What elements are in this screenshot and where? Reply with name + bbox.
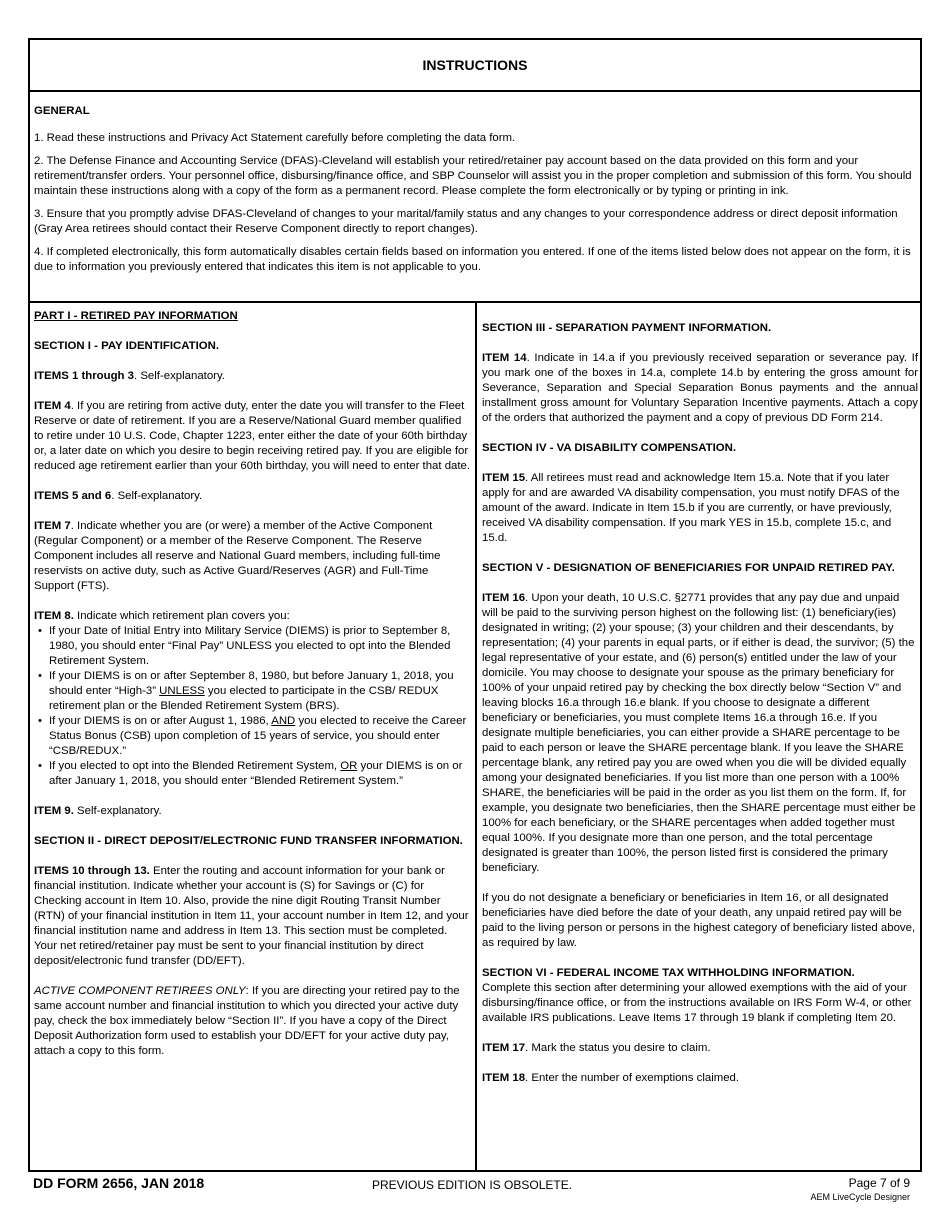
section-4-heading: SECTION IV - VA DISABILITY COMPENSATION. bbox=[482, 442, 736, 454]
instructions-page bbox=[28, 38, 922, 1172]
item-label: ITEM 17 bbox=[482, 1042, 526, 1054]
item-label: ITEM 14 bbox=[482, 352, 527, 364]
page-footer bbox=[0, 1174, 950, 1230]
item-18 bbox=[482, 1071, 918, 1086]
general-paragraph-1: 1. Read these instructions and Privacy Act Statement carefully before completing the data form. bbox=[34, 132, 516, 144]
item-8 bbox=[34, 609, 471, 624]
item-label: ITEM 4 bbox=[34, 400, 71, 412]
active-component-note bbox=[34, 984, 471, 1059]
designer-credit: AEM LiveCycle Designer bbox=[810, 1192, 910, 1202]
item-text: . Upon your death, 10 U.S.C. §2771 provides that any pay due and unpaid will be paid to the surviving person highest on the following list: (1) beneficiary(ies) designated in writing; (2) your spouse; (3) your children and their descendants, by representation; (4) your parents in equal parts, or if either is dead, the survivor; (5) the legal representative of your estate, and (6) person(s) entitled under the law of your domicile. You may choose to designate your spouse as the primary beneficiary for 100% of your unpaid retired pay by checking the box directly below “Section V” and leaving blocks 16.a through 16.e blank. If you choose to designate a different beneficiary or beneficiaries, you must complete Items 16.a through 16.e. If you designate multiple beneficiaries, you can either provide a SHARE percentage to be paid to each person or leave the SHARE percentage blank. If you leave the SHARE percentage blank, any retired pay you are owed when you die will be divided equally among your designated beneficiaries. If you list more than one person with a 100% SHARE, the beneficiaries will be paid in the order as you list them on the form. If, for example, you designate two beneficiaries, then the SHARE percentage must either be 100% for each beneficiary, or the SHARE percentages when added together must equal 100%. If you designate more than one person, and the total percentage designated is greater than 100%, the person listed first is considered the primary beneficiary. bbox=[482, 592, 916, 874]
form-number: DD FORM 2656, JAN 2018 bbox=[33, 1175, 205, 1191]
item-label: ITEMS 10 through 13. bbox=[34, 865, 150, 877]
list-item: • If your Date of Initial Entry into Military Service (DIEMS) is prior to September 8, 1980, you should enter “Final Pay” UNLESS you elected to opt into the Blended Retirement System. bbox=[34, 624, 471, 669]
item-7 bbox=[34, 519, 471, 594]
item-label: ITEMS 1 through 3 bbox=[34, 370, 134, 382]
retirement-plan-list bbox=[34, 624, 471, 789]
left-column bbox=[30, 303, 477, 1170]
page-number: Page 7 of 9 bbox=[848, 1176, 910, 1190]
section-2-heading: SECTION II - DIRECT DEPOSIT/ELECTRONIC FUND TRANSFER INFORMATION. bbox=[34, 835, 463, 847]
item-text: . Mark the status you desire to claim. bbox=[525, 1042, 711, 1054]
item-label: ITEM 15 bbox=[482, 472, 526, 484]
item-text: Indicate which retirement plan covers you: bbox=[73, 610, 290, 622]
item-5-6 bbox=[34, 489, 471, 504]
general-paragraph-4: 4. If completed electronically, this form automatically disables certain fields based on information you entered. If one of the items listed below does not appear on the form, it is due to information you previously entered that indicates this item is not applicable to you. bbox=[34, 246, 911, 273]
obsolete-note: PREVIOUS EDITION IS OBSOLETE. bbox=[372, 1178, 573, 1192]
right-column bbox=[477, 303, 920, 1170]
general-paragraph-2: 2. The Defense Finance and Accounting Service (DFAS)-Cleveland will establish your retired/retainer pay account based on the data provided on this form and your retirement/transfer orders. Your personnel office, disbursing/finance office, and SBP Counselor will assist you in the proper completion and submission of this form. You should maintain these instructions along with a copy of the form as a permanent record. Please complete the form electronically or by typing or printing in ink. bbox=[34, 155, 912, 197]
list-item: • If you elected to opt into the Blended Retirement System, OR your DIEMS is on or after January 1, 2018, you should enter “Blended Retirement System.” bbox=[34, 759, 471, 789]
section-6-text: Complete this section after determining your allowed exemptions with the aid of your disbursing/finance office, or from the instructions available on IRS Form W-4, or other available IRS publications. Leave Items 17 through 19 blank if completing Item 20. bbox=[482, 982, 912, 1024]
section-6-heading: SECTION VI - FEDERAL INCOME TAX WITHHOLDING INFORMATION. bbox=[482, 967, 855, 979]
instruction-columns bbox=[30, 303, 920, 1170]
item-label: ITEM 8. bbox=[34, 610, 74, 622]
item-text: . Self-explanatory. bbox=[111, 490, 203, 502]
section-5-heading: SECTION V - DESIGNATION OF BENEFICIARIES FOR UNPAID RETIRED PAY. bbox=[482, 562, 895, 574]
item-1-3 bbox=[34, 369, 471, 384]
part-title: PART I - RETIRED PAY INFORMATION bbox=[34, 310, 238, 322]
item-text: Enter the routing and account information for your bank or financial institution. Indicate whether your account is (S) for Savings or (C) for Checking account in Item 10. Also, provide the nine digit Routing Transit Number (RTN) of your financial institution in Item 11, your account number in Item 12, and your financial institution name and address in Item 13. This section must be completed. Your net retired/retainer pay must be sent to your financial institution by direct deposit/electronic fund transfer (DD/EFT). bbox=[34, 865, 469, 967]
item-text: : If you are directing your retired pay to the same account number and financial institution to which you directed your active duty pay, check the box immediately below “Section II”. If you have a copy of the Direct Deposit Authorization form used to establish your DD/EFT for your active duty pay, attach a copy to this form. bbox=[34, 985, 460, 1057]
item-14 bbox=[482, 351, 918, 426]
section-3-heading: SECTION III - SEPARATION PAYMENT INFORMATION. bbox=[482, 322, 772, 334]
list-item: • If your DIEMS is on or after August 1, 1986, AND you elected to receive the Career Status Bonus (CSB) upon completion of 15 years of service, you should enter “CSB/REDUX.” bbox=[34, 714, 471, 759]
item-16 bbox=[482, 591, 918, 876]
page-title: INSTRUCTIONS bbox=[30, 40, 920, 92]
item-text: . Indicate in 14.a if you previously received separation or severance pay. If you mark one of the boxes in 14.a, complete 14.b by entering the gross amount for Severance, Separation and Special Separation Bonus payments and the annual installment gross amount for Voluntary Separation Incentive payments. Attach a copy of the orders that authorized the payment and a copy of previous DD Form 214. bbox=[482, 352, 919, 424]
item-label: ITEM 18 bbox=[482, 1072, 526, 1084]
item-text: . If you are retiring from active duty, enter the date you will transfer to the Fleet Reserve or date of retirement. If you are a Reserve/National Guard member qualified to retire under 10 U.S. Code, Chapter 1223, enter either the date of your 60th birthday or, a later date on which you desire to begin receiving retired pay. If you are eligible for reduced age retirement earlier than your 60th birthday, you will need to enter that date. bbox=[34, 400, 471, 472]
section-1-heading: SECTION I - PAY IDENTIFICATION. bbox=[34, 340, 220, 352]
item-16-continued: If you do not designate a beneficiary or beneficiaries in Item 16, or all designated beneficiaries have died before the date of your death, any unpaid retired pay will be paid to the living person or persons in the highest category of beneficiary listed above, as required by law. bbox=[482, 892, 916, 949]
item-10-13 bbox=[34, 864, 471, 969]
item-text: . All retirees must read and acknowledge Item 15.a. Note that if you later apply for and are awarded VA disability compensation, you must notify DFAS of the amount of the award. Indicate in Item 15.b if you are currently, or have previously, received VA disability compensation. If you mark YES in 15.b, complete 15.c, and 15.d. bbox=[482, 472, 900, 544]
item-label: ACTIVE COMPONENT RETIREES ONLY bbox=[34, 985, 246, 997]
item-label: ITEM 7 bbox=[34, 520, 71, 532]
item-label: ITEMS 5 and 6 bbox=[34, 490, 112, 502]
general-heading: GENERAL bbox=[34, 105, 90, 117]
item-4 bbox=[34, 399, 471, 474]
item-text: . Enter the number of exemptions claimed. bbox=[525, 1072, 740, 1084]
item-text: Self-explanatory. bbox=[73, 805, 162, 817]
general-section bbox=[30, 92, 920, 303]
list-item: • If your DIEMS is on or after September 8, 1980, but before January 1, 2018, you should enter “High-3” UNLESS you elected to participate in the CSB/ REDUX retirement plan or the Blended Retirement System (BRS). bbox=[34, 669, 471, 714]
item-15 bbox=[482, 471, 918, 546]
item-label: ITEM 9. bbox=[34, 805, 74, 817]
item-9 bbox=[34, 804, 471, 819]
section-6 bbox=[482, 966, 918, 1026]
item-text: . Indicate whether you are (or were) a member of the Active Component (Regular Component) or a member of the Reserve Component. The Reserve Component includes all reserve and National Guard members, including full-time reservists on active duty, such as Active Guard/Reserves (AGR) and Full-Time Support (FTS). bbox=[34, 520, 441, 592]
general-paragraph-3: 3. Ensure that you promptly advise DFAS-Cleveland of changes to your marital/family status and any changes to your correspondence address or direct deposit information (Gray Area retirees should contact their Reserve Component directly to report changes). bbox=[34, 208, 898, 235]
item-label: ITEM 16 bbox=[482, 592, 526, 604]
item-17 bbox=[482, 1041, 918, 1056]
item-text: . Self-explanatory. bbox=[134, 370, 225, 382]
